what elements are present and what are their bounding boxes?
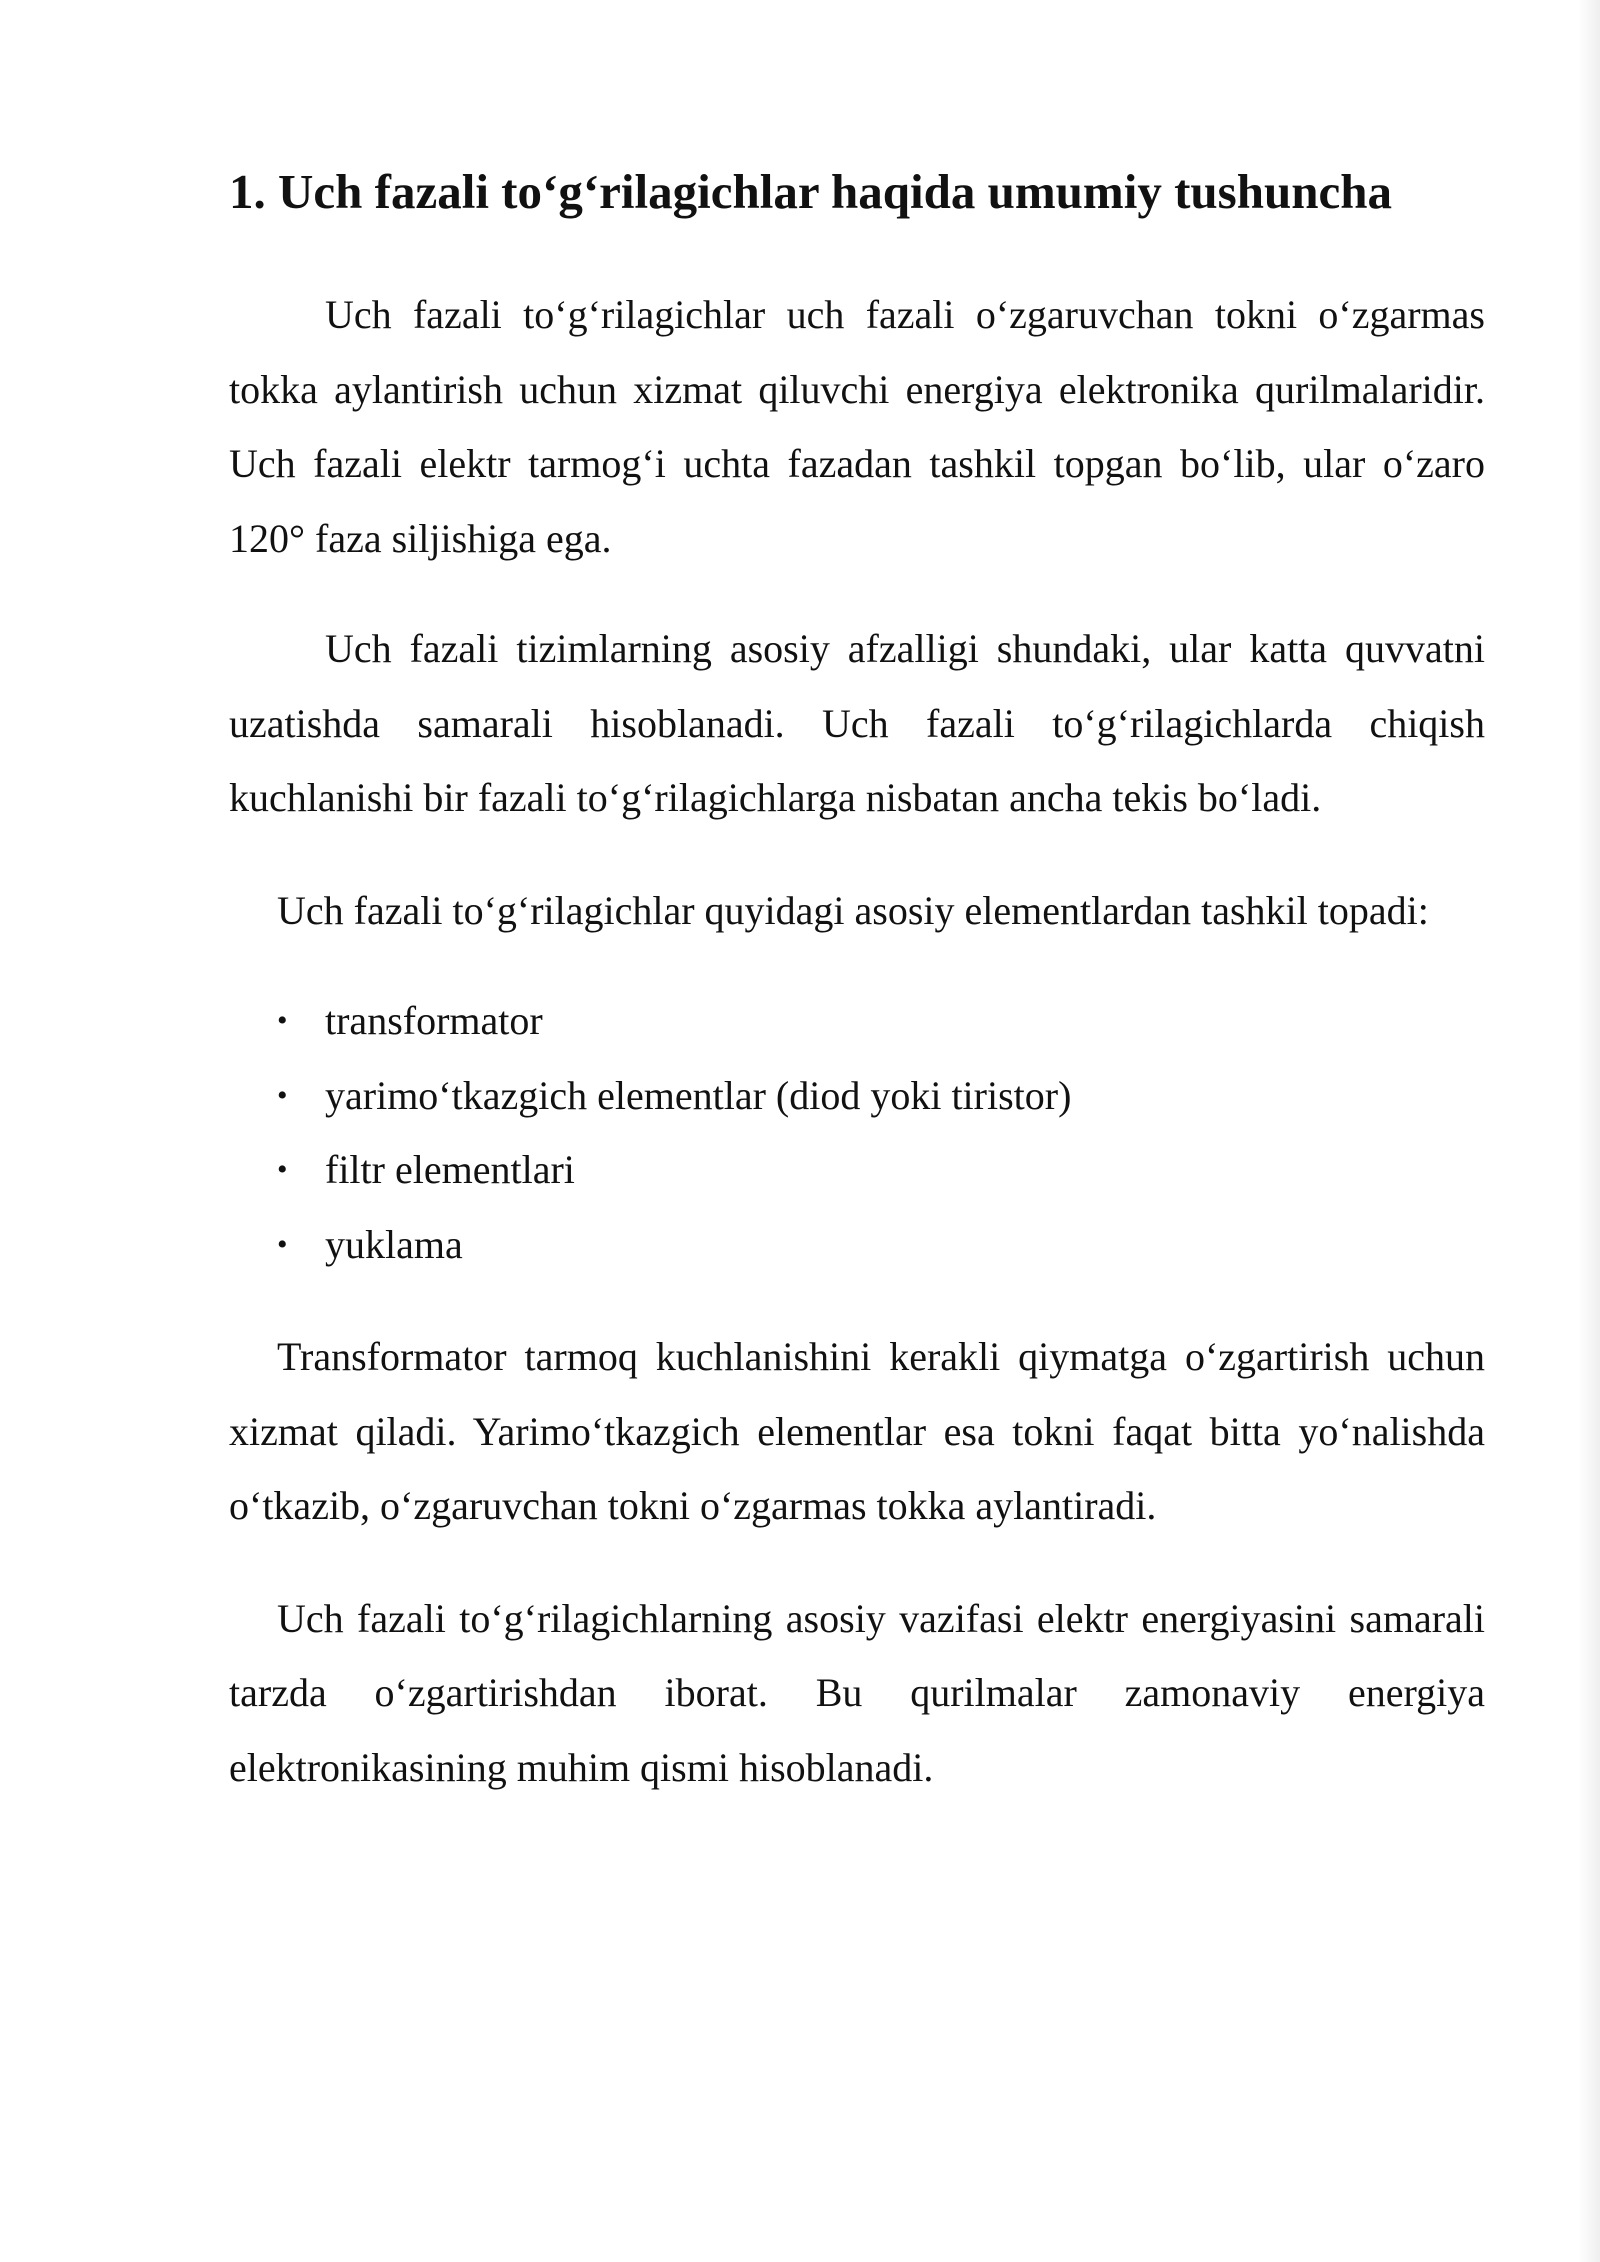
bullet-icon: • xyxy=(277,1004,288,1037)
page-content xyxy=(229,146,1485,1805)
list-item xyxy=(229,1133,1485,1208)
elements-list xyxy=(229,984,1485,1282)
page-edge-shadow xyxy=(1578,0,1600,2262)
paragraph-main-function: Uch fazali to‘g‘rilagichlarning asosiy vazifasi elektr energiyasini samarali tarzda o‘zgartirishdan iborat. Bu qurilmalar zamonaviy energiya elektronikasining muhim qismi hisoblanadi. xyxy=(229,1595,1485,1790)
list-item-text: yuklama xyxy=(325,1221,463,1267)
paragraph-intro: Uch fazali to‘g‘rilagichlar uch fazali o‘zgaruvchan tokni o‘zgarmas tokka aylantirish uchun xizmat qiluvchi energiya elektronika qurilmalaridir. Uch fazali elektr tarmog‘i uchta fazadan tashkil topgan bo‘lib, ular o‘zaro 120° faza siljishiga ega. xyxy=(229,292,1485,561)
section-heading: 1. Uch fazali to‘g‘rilagichlar haqida umumiy tushuncha xyxy=(229,164,1392,219)
list-item xyxy=(229,984,1485,1059)
list-item-text: filtr elementlari xyxy=(325,1147,575,1192)
bullet-icon: • xyxy=(277,1153,288,1186)
paragraph-advantages: Uch fazali tizimlarning asosiy afzalligi shundaki, ular katta quvvatni uzatishda samarali hisoblanadi. Uch fazali to‘g‘rilagichlarda chiqish kuchlanishi bir fazali to‘g‘rilagichlarga nisbatan ancha tekis bo‘ladi. xyxy=(229,626,1485,820)
list-item xyxy=(229,1059,1485,1134)
paragraph-elements-intro: Uch fazali to‘g‘rilagichlar quyidagi asosiy elementlardan tashkil topadi: xyxy=(277,887,1429,933)
list-item-text: transformator xyxy=(325,998,543,1043)
list-item xyxy=(229,1208,1485,1283)
paragraph-transformator: Transformator tarmoq kuchlanishini kerakli qiymatga o‘zgartirish uchun xizmat qiladi. Yarimo‘tkazgich elementlar esa tokni faqat bitta yo‘nalishda o‘tkazib, o‘zgaruvchan tokni o‘zgarmas tokka aylantiradi. xyxy=(229,1334,1485,1528)
bullet-icon: • xyxy=(277,1078,288,1112)
bullet-icon: • xyxy=(277,1227,288,1261)
list-item-text: yarimo‘tkazgich elementlar (diod yoki tiristor) xyxy=(325,1072,1072,1118)
